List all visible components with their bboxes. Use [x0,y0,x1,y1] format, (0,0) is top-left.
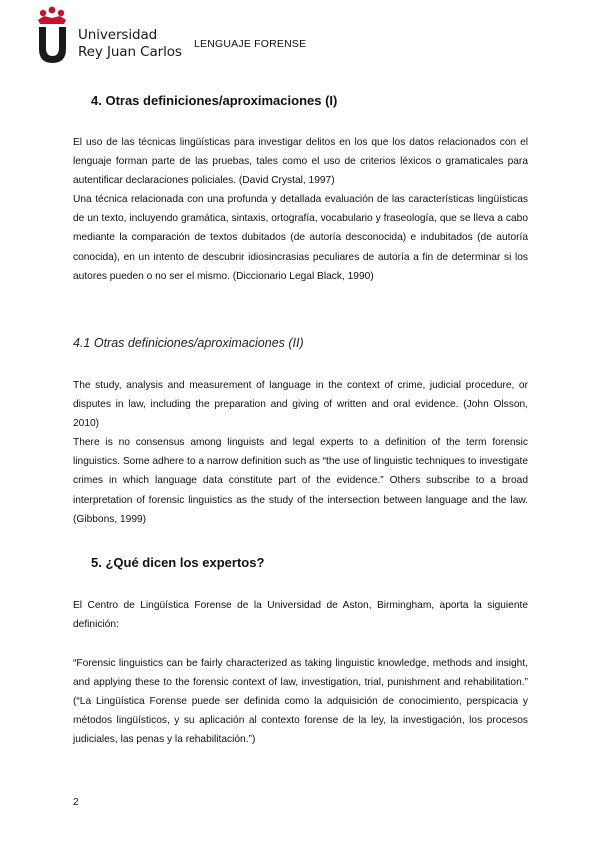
section-5-intro [73,596,528,634]
section-4-1-heading: 4.1 Otras definiciones/aproximaciones (II) [73,336,304,350]
page-number: 2 [73,797,79,808]
section-5-quote-text: “Forensic linguistics can be fairly characterized as taking linguistic knowledge, methods and insight, and applying these to the forensic context of law, investigation, trial, punishment and rehabilitation.” (“La Lingüística Forense puede ser definida como la adquisición de conocimiento, perspicacia y métodos lingüísticos, y su aplicación al contexto forense de la ley, la investigación, los procesos judiciales, las penas y la rehabilitación.”) [73,658,528,746]
section-4-paragraph-1: El uso de las técnicas lingüísticas para investigar delitos en los que los datos relacionados con el lenguaje forman parte de las pruebas, tales como el uso de criterios léxicos o gramaticales para autentificar declaraciones policiales. (David Crystal, 1997) [73,137,528,187]
page-header [33,6,573,66]
section-5-intro-text: El Centro de Lingüística Forense de la Universidad de Aston, Birmingham, aporta la siguiente definición: [73,600,528,631]
section-4-paragraph-2: Una técnica relacionada con una profunda y detallada evaluación de las características lingüísticas de un texto, incluyendo gramática, sintaxis, ortografía, vocabulario y fraseología, que se lleva a cabo mediante la comparación de textos dubitados (de autoría desconocida) e indubitados (de autoría conocida), en un intento de descubrir idiosincrasias peculiares de autoría a fin de determinar si los autores pueden o no ser el mismo. (Diccionario Legal Black, 1990) [73,194,528,282]
section-4-1-paragraph-2: There is no consensus among linguists and legal experts to a definition of the term forensic linguistics. Some adhere to a narrow definition such as “the use of linguistic techniques to investigate crimes in which language data constitute part of the evidence.” Others subscribe to a broad interpretation of forensic linguistics as the study of the intersection between language and the law. (Gibbons, 1999) [73,437,528,525]
university-name-line1: Universidad [78,27,158,43]
section-4-1-body [73,376,528,529]
university-name-line2: Rey Juan Carlos [78,44,182,60]
course-title: LENGUAJE FORENSE [194,38,307,50]
university-name [78,27,182,61]
section-4-heading: 4. Otras definiciones/aproximaciones (I) [91,93,338,108]
section-4-1-paragraph-1: The study, analysis and measurement of language in the context of crime, judicial procedure, or disputes in law, including the preparation and giving of written and oral evidence. (John Olsson, 2010) [73,380,528,430]
university-logo-icon [33,6,73,66]
section-5-quote [73,654,528,749]
section-4-body [73,133,528,286]
section-5-heading: 5. ¿Qué dicen los expertos? [91,555,265,570]
